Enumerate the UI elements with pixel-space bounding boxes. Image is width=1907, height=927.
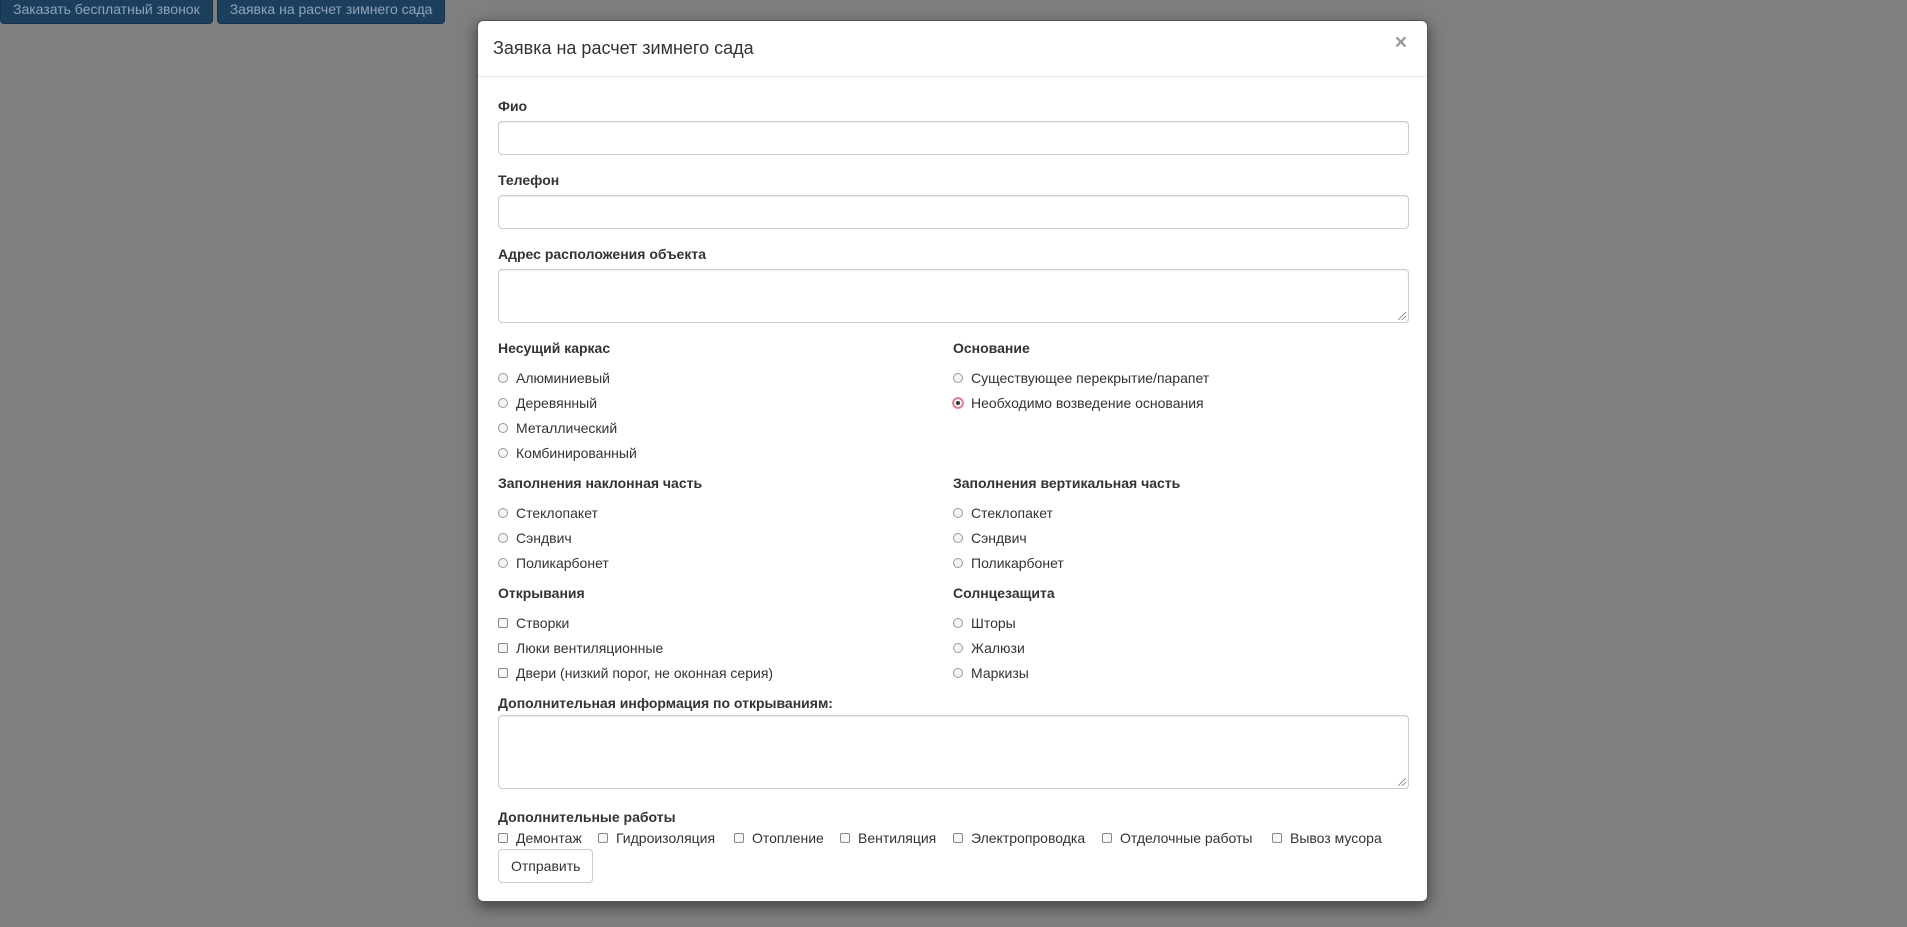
resize-handle-icon[interactable]	[1398, 312, 1406, 320]
submit-button[interactable]: Отправить	[498, 849, 593, 883]
checkbox-icon[interactable]	[498, 668, 508, 678]
openings-option-doors[interactable]: Двери (низкий порог, не оконная серия)	[498, 665, 773, 681]
sun-protection-label: Солнцезащита	[953, 585, 1055, 601]
address-textarea[interactable]	[498, 269, 1409, 323]
checkbox-icon[interactable]	[953, 833, 963, 843]
vertical-fill-option-glass[interactable]: Стеклопакет	[953, 505, 1053, 521]
extra-option-waterproofing[interactable]: Гидроизоляция	[598, 830, 715, 846]
fio-label: Фио	[498, 98, 528, 114]
radio-icon[interactable]	[498, 373, 508, 383]
extra-option-dismantling[interactable]: Демонтаж	[498, 830, 582, 846]
close-icon[interactable]: ×	[1394, 31, 1407, 54]
radio-icon[interactable]	[953, 618, 963, 628]
garden-request-button[interactable]: Заявка на расчет зимнего сада	[217, 0, 446, 24]
modal-header	[478, 21, 1427, 77]
radio-icon[interactable]	[498, 423, 508, 433]
openings-label: Открывания	[498, 585, 585, 601]
extra-option-heating[interactable]: Отопление	[734, 830, 824, 846]
sun-option-awnings[interactable]: Маркизы	[953, 665, 1029, 681]
top-buttons	[0, 0, 445, 24]
checkbox-icon[interactable]	[498, 833, 508, 843]
checkbox-icon[interactable]	[840, 833, 850, 843]
order-call-button[interactable]: Заказать бесплатный звонок	[0, 0, 213, 24]
radio-icon[interactable]	[953, 533, 963, 543]
frame-label: Несущий каркас	[498, 340, 611, 356]
radio-checked-icon[interactable]	[953, 398, 963, 408]
radio-icon[interactable]	[953, 508, 963, 518]
sun-option-curtains[interactable]: Шторы	[953, 615, 1016, 631]
openings-option-sashes[interactable]: Створки	[498, 615, 569, 631]
frame-option-combined[interactable]: Комбинированный	[498, 445, 637, 461]
radio-icon[interactable]	[953, 558, 963, 568]
radio-icon[interactable]	[498, 533, 508, 543]
modal-title: Заявка на расчет зимнего сада	[493, 38, 754, 58]
extra-option-wiring[interactable]: Электропроводка	[953, 830, 1085, 846]
checkbox-icon[interactable]	[498, 618, 508, 628]
phone-label: Телефон	[498, 172, 560, 188]
slope-fill-label: Заполнения наклонная часть	[498, 475, 703, 491]
request-modal	[477, 20, 1428, 902]
radio-icon[interactable]	[953, 373, 963, 383]
radio-icon[interactable]	[498, 398, 508, 408]
radio-icon[interactable]	[953, 668, 963, 678]
extra-option-waste-removal[interactable]: Вывоз мусора	[1272, 830, 1382, 846]
slope-fill-option-glass[interactable]: Стеклопакет	[498, 505, 598, 521]
frame-option-aluminium[interactable]: Алюминиевый	[498, 370, 610, 386]
fio-input[interactable]	[498, 121, 1409, 155]
radio-icon[interactable]	[498, 558, 508, 568]
openings-option-vents[interactable]: Люки вентиляционные	[498, 640, 663, 656]
checkbox-icon[interactable]	[598, 833, 608, 843]
checkbox-icon[interactable]	[1102, 833, 1112, 843]
base-option-existing[interactable]: Существующее перекрытие/парапет	[953, 370, 1209, 386]
sun-option-blinds[interactable]: Жалюзи	[953, 640, 1025, 656]
base-option-new[interactable]: Необходимо возведение основания	[953, 395, 1204, 411]
extra-option-ventilation[interactable]: Вентиляция	[840, 830, 936, 846]
frame-option-metal[interactable]: Металлический	[498, 420, 617, 436]
checkbox-icon[interactable]	[734, 833, 744, 843]
vertical-fill-option-sandwich[interactable]: Сэндвич	[953, 530, 1027, 546]
radio-icon[interactable]	[953, 643, 963, 653]
address-label: Адрес расположения объекта	[498, 246, 706, 262]
openings-info-label: Дополнительная информация по открываниям:	[498, 695, 833, 711]
radio-icon[interactable]	[498, 448, 508, 458]
checkbox-icon[interactable]	[1272, 833, 1282, 843]
extra-works-label: Дополнительные работы	[498, 809, 676, 825]
checkbox-icon[interactable]	[498, 643, 508, 653]
vertical-fill-label: Заполнения вертикальная часть	[953, 475, 1181, 491]
vertical-fill-option-polycarbonate[interactable]: Поликарбонет	[953, 555, 1064, 571]
openings-info-textarea[interactable]	[498, 715, 1409, 789]
slope-fill-option-polycarbonate[interactable]: Поликарбонет	[498, 555, 609, 571]
base-label: Основание	[953, 340, 1030, 356]
slope-fill-option-sandwich[interactable]: Сэндвич	[498, 530, 572, 546]
extra-option-finishing[interactable]: Отделочные работы	[1102, 830, 1252, 846]
resize-handle-icon[interactable]	[1398, 778, 1406, 786]
radio-icon[interactable]	[498, 508, 508, 518]
frame-option-wood[interactable]: Деревянный	[498, 395, 597, 411]
phone-input[interactable]	[498, 195, 1409, 229]
